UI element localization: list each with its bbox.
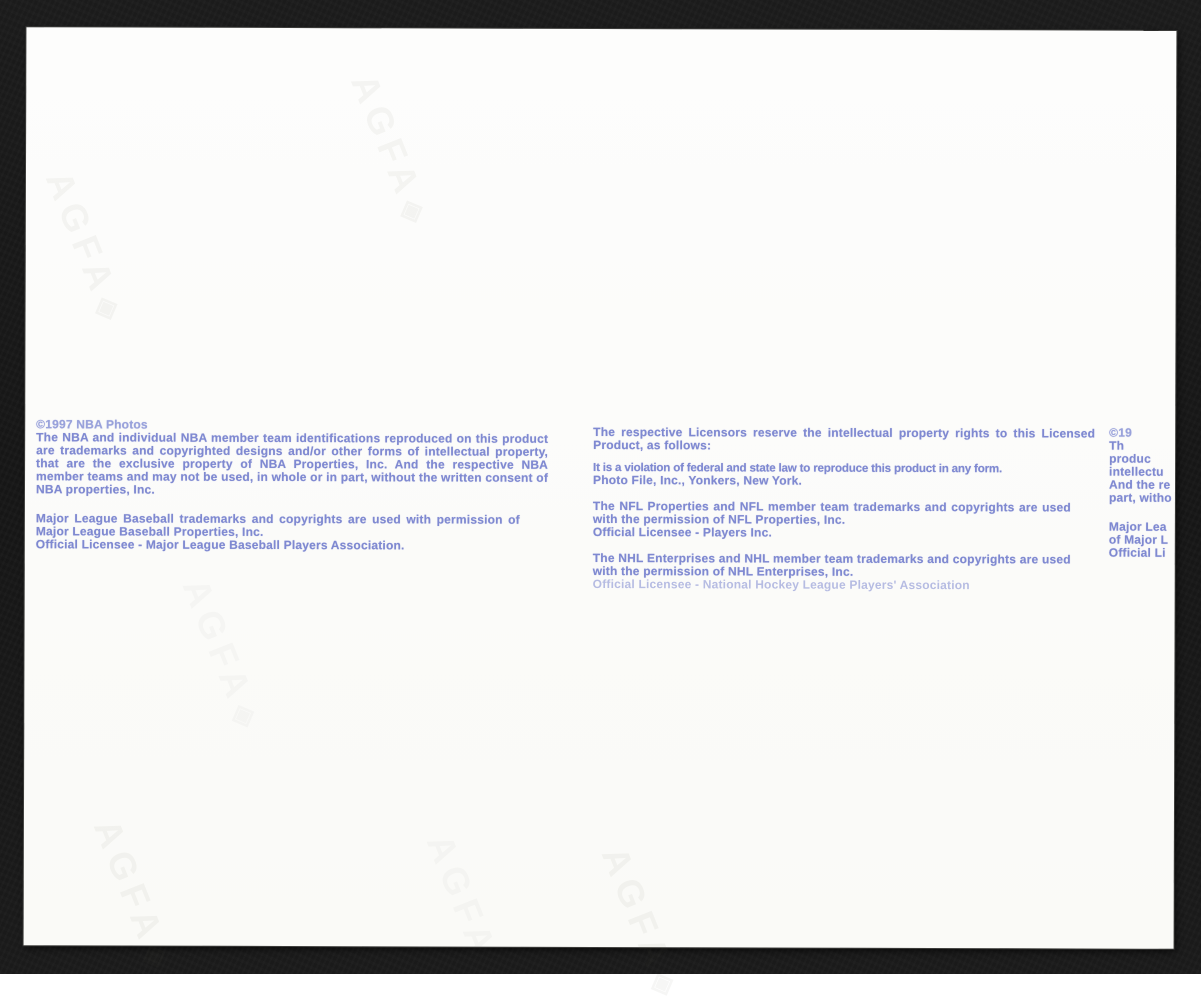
agfa-watermark-text xyxy=(419,829,506,966)
clipped-line: And the re xyxy=(1108,477,1171,492)
licensors-paragraph: The respective Licensors reserve the intellectual property rights to this Licensed Product, as follows: xyxy=(593,424,1096,453)
nfl-block xyxy=(593,500,1071,541)
agfa-watermark xyxy=(593,841,690,1001)
nfl-paragraph: The NFL Properties and NFL member team trademarks and copyrights are used with the permission of NFL Properties, Inc. xyxy=(592,498,1071,527)
agfa-diamond-icon: ◈ xyxy=(644,966,684,1001)
agfa-watermark-text: AGFA xyxy=(343,68,430,205)
agfa-watermark xyxy=(85,814,182,974)
nhl-block xyxy=(593,552,1071,593)
agfa-watermark xyxy=(342,68,439,228)
photofile-line: Photo File, Inc., Yonkers, New York. xyxy=(593,472,803,488)
nhl-paragraph: The NHL Enterprises and NHL member team trademarks and copyrights are used with the permission of NHL Enterprises, Inc. xyxy=(592,550,1071,579)
nba-trademark-paragraph: The NBA and individual NBA member team identifications reproduced on this product are trademarks and copyrighted designs and/or other forms of intellectual property, that are the exclusive property of NBA Properties, Inc. And the respective NBA member teams and may not be used, in whole or in part, without the written consent of NBA properties, Inc. xyxy=(35,430,549,497)
clipped-line: Major Lea xyxy=(1108,519,1167,534)
agfa-diamond-icon: ◈ xyxy=(136,939,176,974)
agfa-watermark-text xyxy=(175,573,262,710)
clipped-line: intellectu xyxy=(1109,464,1164,479)
agfa-watermark-text: AGFA xyxy=(85,813,173,951)
clipped-mlb-block xyxy=(1109,521,1199,560)
mlb-block xyxy=(36,512,520,553)
agfa-watermark xyxy=(174,573,271,733)
licensing-stamp-right-clipped xyxy=(1109,427,1199,560)
violation-block xyxy=(593,461,1095,489)
agfa-diamond-icon: ◈ xyxy=(88,291,128,325)
agfa-diamond-icon: ◈ xyxy=(393,194,433,228)
mlb-permission-paragraph: Major League Baseball trademarks and copyrights are used with permission of Major League Baseball Properties, Inc. xyxy=(35,511,520,539)
clipped-line: of Major L xyxy=(1108,532,1169,547)
copyright-line: ©1997 NBA Photos xyxy=(36,417,148,432)
clipped-line: produc xyxy=(1109,451,1151,466)
clipped-line: ©19 xyxy=(1109,425,1132,440)
clipped-line: Official Li xyxy=(1108,545,1166,560)
agfa-watermark-text: AGFA xyxy=(593,841,681,978)
licensing-stamp-left xyxy=(36,418,548,553)
nfl-licensee-line: Official Licensee - Players Inc. xyxy=(592,524,773,540)
mlb-licensee-line: Official Licensee - Major League Baseball Players Association. xyxy=(35,537,405,553)
agfa-watermark-text: AGFA xyxy=(37,165,125,303)
clipped-line: Th xyxy=(1109,438,1125,453)
agfa-watermark xyxy=(37,165,134,325)
licensing-stamp-middle xyxy=(593,426,1096,593)
violation-line: It is a violation of federal and state law to reproduce this product in any form. xyxy=(593,460,1003,476)
agfa-watermark xyxy=(418,829,506,966)
photo-back-card xyxy=(24,27,1177,1001)
nhl-licensee-line: Official Licensee - National Hockey League Players' Association xyxy=(592,576,970,593)
clipped-line: part, witho xyxy=(1108,490,1172,505)
